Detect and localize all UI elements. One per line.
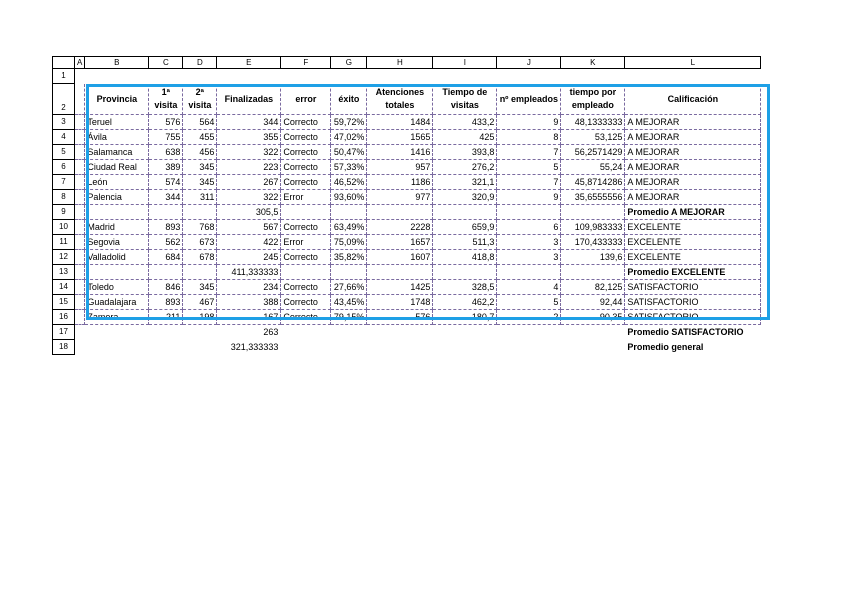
cell-d12[interactable]: 678 [183,250,217,265]
table-row [53,325,761,340]
cell-d1[interactable] [183,69,217,84]
cell-i11[interactable]: 511,3 [433,235,497,250]
column-header-h[interactable]: H [367,57,433,69]
table-row [53,205,761,220]
cell-g8[interactable]: 93,60% [331,190,367,205]
cell-g4[interactable]: 47,02% [331,130,367,145]
cell-a9[interactable] [75,205,85,220]
cell-c16[interactable]: 211 [149,310,183,325]
cell-j5[interactable]: 7 [497,145,561,160]
cell-j13[interactable] [497,265,561,280]
cell-g14[interactable]: 27,66% [331,280,367,295]
cell-j15[interactable]: 5 [497,295,561,310]
row-header-18[interactable]: 18 [53,340,75,355]
cell-c12[interactable]: 684 [149,250,183,265]
cell-e14[interactable]: 234 [217,280,281,295]
cell-c18[interactable] [149,340,183,355]
cell-h16[interactable]: 576 [367,310,433,325]
cell-f5[interactable]: Correcto [281,145,331,160]
cell-a2[interactable] [75,84,85,115]
header-visita1[interactable]: 1ª visita [149,84,183,115]
cell-k8[interactable]: 35,6555556 [561,190,625,205]
cell-e15[interactable]: 388 [217,295,281,310]
cell-f11[interactable]: Error [281,235,331,250]
cell-d5[interactable]: 456 [183,145,217,160]
cell-l11[interactable]: EXCELENTE [625,235,761,250]
cell-b4[interactable]: Ávila [85,130,149,145]
cell-j8[interactable]: 9 [497,190,561,205]
header-error[interactable]: error [281,84,331,115]
row-header-10[interactable]: 10 [53,220,75,235]
cell-a13[interactable] [75,265,85,280]
cell-f15[interactable]: Correcto [281,295,331,310]
table-row [53,130,761,145]
cell-i1[interactable] [433,69,497,84]
table-row [53,265,761,280]
cell-k15[interactable]: 92,44 [561,295,625,310]
column-header-k[interactable]: K [561,57,625,69]
column-header-row [53,57,761,69]
cell-d7[interactable]: 345 [183,175,217,190]
cell-g18[interactable] [331,340,367,355]
row-header-12[interactable]: 12 [53,250,75,265]
cell-j3[interactable]: 9 [497,115,561,130]
table-row [53,340,761,355]
header-calificacion[interactable]: Calificación [625,84,761,115]
table-row [53,220,761,235]
cell-e6[interactable]: 223 [217,160,281,175]
cell-c14[interactable]: 846 [149,280,183,295]
cell-e9[interactable]: 305,5 [217,205,281,220]
cell-l1[interactable] [625,69,761,84]
cell-l17[interactable]: Promedio SATISFACTORIO [627,327,744,337]
cell-l6[interactable]: A MEJORAR [625,160,761,175]
cell-f3[interactable]: Correcto [281,115,331,130]
cell-d13[interactable] [183,265,217,280]
cell-f10[interactable]: Correcto [281,220,331,235]
cell-a11[interactable] [75,235,85,250]
cell-i18[interactable] [433,340,497,355]
cell-g6[interactable]: 57,33% [331,160,367,175]
row-header-6[interactable]: 6 [53,160,75,175]
cell-k14[interactable]: 82,125 [561,280,625,295]
cell-d17[interactable] [183,325,217,340]
cell-d4[interactable]: 455 [183,130,217,145]
table-row [53,190,761,205]
cell-g13[interactable] [331,265,367,280]
cell-j14[interactable]: 4 [497,280,561,295]
cell-b18[interactable] [85,340,149,355]
cell-e16[interactable]: 167 [217,310,281,325]
cell-b12[interactable]: Valladolid [85,250,149,265]
cell-g16[interactable]: 79,15% [331,310,367,325]
cell-e10[interactable]: 567 [217,220,281,235]
row-header-11[interactable]: 11 [53,235,75,250]
cell-l18[interactable]: Promedio general [627,342,704,352]
cell-i4[interactable]: 425 [433,130,497,145]
cell-h8[interactable]: 977 [367,190,433,205]
table-row [53,160,761,175]
table-row [53,310,761,325]
header-provincia[interactable]: Provincia [85,84,149,115]
cell-h1[interactable] [367,69,433,84]
cell-l7[interactable]: A MEJORAR [625,175,761,190]
cell-l13[interactable]: Promedio EXCELENTE [625,265,761,280]
cell-j4[interactable]: 8 [497,130,561,145]
cell-l14[interactable]: SATISFACTORIO [625,280,761,295]
cell-l10[interactable]: EXCELENTE [625,220,761,235]
cell-g11[interactable]: 75,09% [331,235,367,250]
column-header-d[interactable]: D [183,57,217,69]
header-tiempo-empleado[interactable]: tiempo por empleado [561,84,625,115]
cell-e3[interactable]: 344 [217,115,281,130]
cell-b14[interactable]: Toledo [85,280,149,295]
cell-l15[interactable]: SATISFACTORIO [625,295,761,310]
cell-f6[interactable]: Correcto [281,160,331,175]
cell-c8[interactable]: 344 [149,190,183,205]
cell-h10[interactable]: 2228 [367,220,433,235]
cell-c5[interactable]: 638 [149,145,183,160]
cell-g7[interactable]: 46,52% [331,175,367,190]
cell-l3[interactable]: A MEJORAR [625,115,761,130]
header-empleados[interactable]: nº empleados [497,84,561,115]
select-all-corner[interactable] [53,57,75,69]
cell-a3[interactable] [75,115,85,130]
header-exito[interactable]: éxito [331,84,367,115]
column-header-g[interactable]: G [331,57,367,69]
cell-e4[interactable]: 355 [217,130,281,145]
column-header-l[interactable]: L [625,57,761,69]
cell-f14[interactable]: Correcto [281,280,331,295]
cell-h15[interactable]: 1748 [367,295,433,310]
cell-b15[interactable]: Guadalajara [85,295,149,310]
cell-g9[interactable] [331,205,367,220]
cell-l5[interactable]: A MEJORAR [625,145,761,160]
cell-b13[interactable] [85,265,149,280]
header-finalizadas[interactable]: Finalizadas [217,84,281,115]
data-table [52,56,761,355]
cell-k13[interactable] [561,265,625,280]
cell-i7[interactable]: 321,1 [433,175,497,190]
cell-j1[interactable] [497,69,561,84]
cell-a8[interactable] [75,190,85,205]
cell-a16[interactable] [75,310,85,325]
cell-e18[interactable]: 321,333333 [230,342,279,352]
cell-g10[interactable]: 63,49% [331,220,367,235]
cell-h12[interactable]: 1607 [367,250,433,265]
cell-b8[interactable]: Palencia [85,190,149,205]
cell-c3[interactable]: 576 [149,115,183,130]
cell-a10[interactable] [75,220,85,235]
column-header-b[interactable]: B [85,57,149,69]
cell-h6[interactable]: 957 [367,160,433,175]
cell-i3[interactable]: 433,2 [433,115,497,130]
cell-f9[interactable] [281,205,331,220]
cell-h7[interactable]: 1186 [367,175,433,190]
table-row [53,280,761,295]
cell-a4[interactable] [75,130,85,145]
cell-k16[interactable]: 90,35 [561,310,625,325]
cell-d10[interactable]: 768 [183,220,217,235]
cell-b7[interactable]: León [85,175,149,190]
cell-a6[interactable] [75,160,85,175]
row-header-2[interactable]: 2 [53,84,75,115]
cell-b1[interactable] [85,69,149,84]
cell-d14[interactable]: 345 [183,280,217,295]
header-atenciones[interactable]: Atenciones totales [367,84,433,115]
cell-h4[interactable]: 1565 [367,130,433,145]
cell-e12[interactable]: 245 [217,250,281,265]
column-header-c[interactable]: C [149,57,183,69]
table-row [53,145,761,160]
header-visita2[interactable]: 2ª visita [183,84,217,115]
cell-c15[interactable]: 893 [149,295,183,310]
cell-b6[interactable]: Ciudad Real [85,160,149,175]
cell-j10[interactable]: 6 [497,220,561,235]
cell-f13[interactable] [281,265,331,280]
cell-i13[interactable] [433,265,497,280]
cell-k9[interactable] [561,205,625,220]
cell-e5[interactable]: 322 [217,145,281,160]
cell-h9[interactable] [367,205,433,220]
cell-g17[interactable] [331,325,367,340]
cell-l4[interactable]: A MEJORAR [625,130,761,145]
cell-f16[interactable]: Correcto [281,310,331,325]
cell-b11[interactable]: Segovia [85,235,149,250]
cell-g15[interactable]: 43,45% [331,295,367,310]
cell-a5[interactable] [75,145,85,160]
row-header-16[interactable]: 16 [53,310,75,325]
cell-f1[interactable] [281,69,331,84]
column-header-i[interactable]: I [433,57,497,69]
cell-j12[interactable]: 3 [497,250,561,265]
row-header-1[interactable]: 1 [53,69,75,84]
cell-d8[interactable]: 311 [183,190,217,205]
cell-b17[interactable] [85,325,149,340]
cell-h18[interactable] [367,340,433,355]
cell-e13[interactable]: 411,333333 [217,265,281,280]
cell-b3[interactable]: Teruel [85,115,149,130]
cell-l8[interactable]: A MEJORAR [625,190,761,205]
row-header-17[interactable]: 17 [53,325,75,340]
cell-k11[interactable]: 170,433333 [561,235,625,250]
row-header-8[interactable]: 8 [53,190,75,205]
cell-i6[interactable]: 276,2 [433,160,497,175]
cell-g5[interactable]: 50,47% [331,145,367,160]
cell-d18[interactable] [183,340,217,355]
cell-b9[interactable] [85,205,149,220]
cell-a12[interactable] [75,250,85,265]
cell-d16[interactable]: 198 [183,310,217,325]
table-row [53,84,761,115]
cell-k18[interactable] [561,340,625,355]
cell-f4[interactable]: Correcto [281,130,331,145]
cell-j6[interactable]: 5 [497,160,561,175]
cell-e17[interactable]: 263 [263,327,279,337]
cell-h3[interactable]: 1484 [367,115,433,130]
cell-k7[interactable]: 45,8714286 [561,175,625,190]
cell-a7[interactable] [75,175,85,190]
cell-d15[interactable]: 467 [183,295,217,310]
cell-f18[interactable] [281,340,331,355]
spreadsheet [52,56,761,355]
column-header-a[interactable]: A [75,57,85,69]
cell-i9[interactable] [433,205,497,220]
cell-c11[interactable]: 562 [149,235,183,250]
cell-e7[interactable]: 267 [217,175,281,190]
cell-i5[interactable]: 393,8 [433,145,497,160]
cell-k10[interactable]: 109,983333 [561,220,625,235]
cell-h5[interactable]: 1416 [367,145,433,160]
cell-e1[interactable] [217,69,281,84]
cell-c17[interactable] [149,325,183,340]
cell-h13[interactable] [367,265,433,280]
cell-g12[interactable]: 35,82% [331,250,367,265]
cell-i10[interactable]: 659,9 [433,220,497,235]
cell-c6[interactable]: 389 [149,160,183,175]
cell-a14[interactable] [75,280,85,295]
table-row [53,250,761,265]
cell-f17[interactable] [281,325,331,340]
cell-i16[interactable]: 180,7 [433,310,497,325]
column-header-e[interactable]: E [217,57,281,69]
cell-g1[interactable] [331,69,367,84]
cell-k4[interactable]: 53,125 [561,130,625,145]
cell-e8[interactable]: 322 [217,190,281,205]
table-body [53,57,761,355]
cell-i14[interactable]: 328,5 [433,280,497,295]
cell-d9[interactable] [183,205,217,220]
cell-c4[interactable]: 755 [149,130,183,145]
cell-i8[interactable]: 320,9 [433,190,497,205]
row-header-9[interactable]: 9 [53,205,75,220]
cell-g3[interactable]: 59,72% [331,115,367,130]
cell-a17[interactable] [75,325,85,340]
cell-c13[interactable] [149,265,183,280]
cell-j17[interactable] [497,325,561,340]
column-header-j[interactable]: J [497,57,561,69]
cell-c7[interactable]: 574 [149,175,183,190]
column-header-f[interactable]: F [281,57,331,69]
cell-d6[interactable]: 345 [183,160,217,175]
row-header-14[interactable]: 14 [53,280,75,295]
table-row [53,295,761,310]
table-row [53,115,761,130]
cell-j11[interactable]: 3 [497,235,561,250]
cell-h14[interactable]: 1425 [367,280,433,295]
row-header-3[interactable]: 3 [53,115,75,130]
cell-e11[interactable]: 422 [217,235,281,250]
cell-d3[interactable]: 564 [183,115,217,130]
row-header-7[interactable]: 7 [53,175,75,190]
cell-b5[interactable]: Salamanca [85,145,149,160]
cell-f8[interactable]: Error [281,190,331,205]
row-header-15[interactable]: 15 [53,295,75,310]
cell-l12[interactable]: EXCELENTE [625,250,761,265]
cell-a1[interactable] [75,69,85,84]
cell-c10[interactable]: 893 [149,220,183,235]
table-row [53,235,761,250]
cell-j16[interactable]: 2 [497,310,561,325]
cell-f12[interactable]: Correcto [281,250,331,265]
cell-c9[interactable] [149,205,183,220]
cell-l9[interactable]: Promedio A MEJORAR [625,205,761,220]
cell-f7[interactable]: Correcto [281,175,331,190]
cell-k12[interactable]: 139,6 [561,250,625,265]
cell-j7[interactable]: 7 [497,175,561,190]
cell-b16[interactable]: Zamora [85,310,149,325]
cell-c1[interactable] [149,69,183,84]
cell-a15[interactable] [75,295,85,310]
cell-j9[interactable] [497,205,561,220]
cell-i15[interactable]: 462,2 [433,295,497,310]
cell-i12[interactable]: 418,8 [433,250,497,265]
cell-k17[interactable] [561,325,625,340]
cell-k6[interactable]: 55,24 [561,160,625,175]
cell-k5[interactable]: 56,2571429 [561,145,625,160]
cell-k1[interactable] [561,69,625,84]
cell-a18[interactable] [75,340,85,355]
cell-b10[interactable]: Madrid [85,220,149,235]
cell-h11[interactable]: 1657 [367,235,433,250]
cell-h17[interactable] [367,325,433,340]
cell-d11[interactable]: 673 [183,235,217,250]
row-header-5[interactable]: 5 [53,145,75,160]
cell-i17[interactable] [433,325,497,340]
cell-l16[interactable]: SATISFACTORIO [625,310,761,325]
header-tiempo-visitas[interactable]: Tiempo de visitas [433,84,497,115]
row-header-13[interactable]: 13 [53,265,75,280]
table-row [53,175,761,190]
cell-k3[interactable]: 48,1333333 [561,115,625,130]
row-header-4[interactable]: 4 [53,130,75,145]
table-row [53,69,761,84]
cell-j18[interactable] [497,340,561,355]
